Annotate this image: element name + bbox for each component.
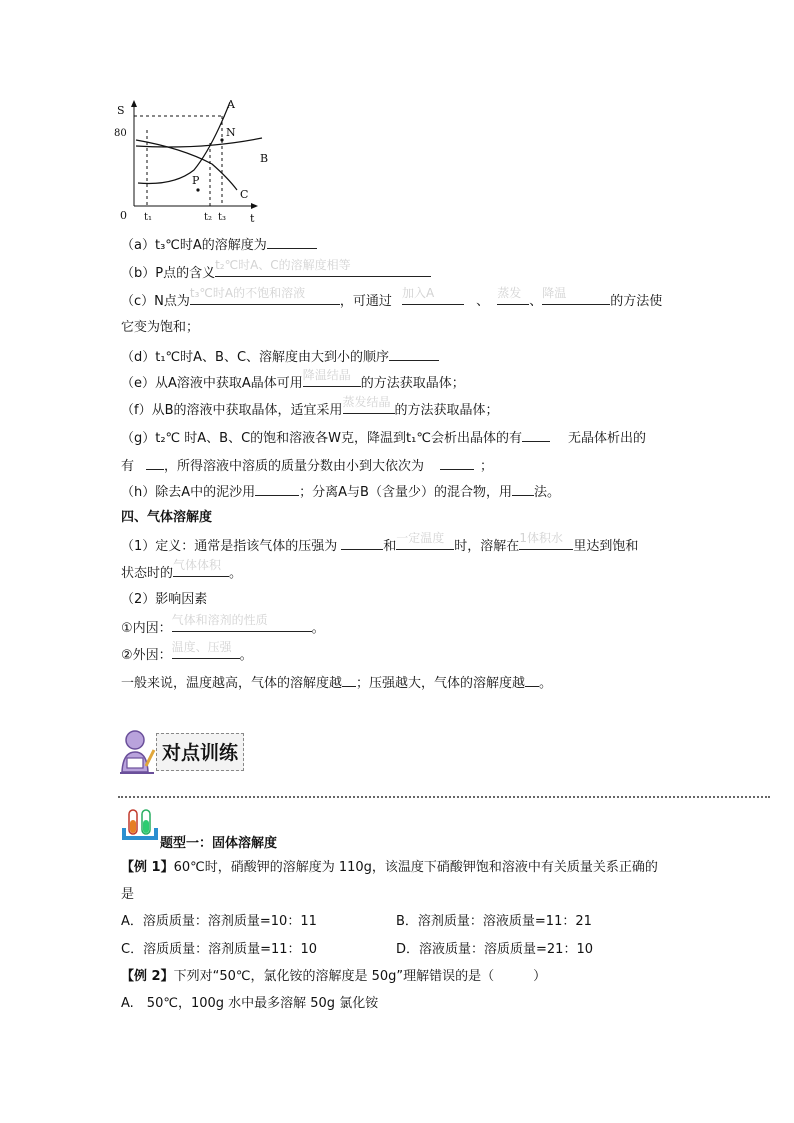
- answer-c3-ghost: 蒸发: [497, 286, 522, 300]
- question-e-suffix: 的方法获取晶体；: [360, 376, 465, 391]
- gas-def-and: 和: [383, 539, 397, 554]
- question-f: [121, 395, 499, 421]
- banner-title: 对点训练: [162, 742, 239, 764]
- answer-blank-pressure-effect[interactable]: [525, 672, 539, 687]
- answer-blank-d[interactable]: [389, 346, 439, 361]
- gas-def-line2: 状态时的: [121, 566, 174, 581]
- answer-blank-e[interactable]: [302, 368, 361, 387]
- question-c-text: （c）N点为: [121, 294, 190, 309]
- gas-definition: [121, 531, 639, 557]
- answer-blank-b[interactable]: [215, 258, 431, 277]
- question-c-sep2: 、: [529, 294, 543, 309]
- answer-c1-ghost: t₃℃时A的不饱和溶液: [189, 286, 306, 300]
- example-1-option-a[interactable]: A．溶质质量：溶剂质量=10：11: [121, 914, 317, 929]
- teacher-icon: [120, 728, 156, 774]
- question-b-text: （b）P点的含义: [121, 266, 216, 281]
- example-1-text: 60℃时，硝酸钾的溶解度为 110g，该温度下硝酸钾饱和溶液中有关质量关系正确的: [173, 860, 658, 875]
- gas-def-end: 。: [229, 566, 243, 581]
- example-2-text: 下列对“50℃，氯化铵的溶解度是 50g”理解错误的是（ ）: [173, 969, 547, 984]
- point-p-label: P: [192, 174, 200, 187]
- question-c-mid: ，可通过: [339, 294, 392, 309]
- example-2-option-a[interactable]: A. 50℃，100g 水中最多溶解 50g 氯化铵: [121, 996, 379, 1011]
- question-c-line2: 它变为饱和；: [121, 320, 200, 335]
- question-f-suffix: 的方法获取晶体；: [394, 403, 499, 418]
- answer-blank-h2[interactable]: [512, 481, 534, 496]
- inner-factor-end: 。: [311, 621, 325, 636]
- question-h-suffix: 法。: [533, 485, 560, 500]
- curve-c-label: C: [240, 188, 249, 201]
- y-tick-80: 80: [114, 128, 127, 139]
- answer-blank-a[interactable]: [267, 234, 317, 249]
- test-tubes-icon: [120, 808, 160, 842]
- example-1-option-b[interactable]: B．溶剂质量：溶液质量=11：21: [396, 914, 592, 929]
- question-g-line2: [121, 455, 493, 477]
- answer-blank-g1[interactable]: [522, 427, 550, 442]
- example-1-option-d[interactable]: D．溶液质量：溶质质量=21：10: [396, 942, 593, 957]
- example-2-label: 【例 2】: [121, 969, 174, 984]
- origin-label: 0: [120, 209, 127, 222]
- answer-c2-ghost: 加入A: [402, 286, 435, 300]
- curve-b-label: B: [260, 152, 269, 165]
- answer-temp-ghost: 一定温度: [396, 531, 445, 545]
- practice-banner: [120, 728, 245, 774]
- x-axis-label: t: [250, 212, 255, 225]
- question-b: [121, 258, 431, 284]
- inner-factor-label: ①内因：: [121, 621, 172, 636]
- answer-blank-volume[interactable]: [519, 531, 573, 550]
- question-c-sep1: 、: [476, 294, 490, 309]
- question-h-mid: ；分离A与B（含量少）的混合物，用: [299, 485, 512, 500]
- question-e-text: （e）从A溶液中获取A晶体可用: [121, 376, 303, 391]
- gas-general-rule: [121, 672, 552, 694]
- answer-blank-g3[interactable]: [440, 455, 474, 470]
- answer-gas-volume-ghost: 气体体积: [173, 558, 222, 572]
- general-rule-1: 一般来说，温度越高，气体的溶解度越: [121, 676, 343, 691]
- t1-label: t₁: [144, 212, 153, 223]
- example-1-line2: 是: [121, 887, 135, 902]
- s-axis-label: S: [117, 104, 125, 117]
- answer-blank-temp-effect[interactable]: [342, 672, 356, 687]
- answer-blank-pressure[interactable]: [341, 535, 383, 550]
- question-g-mid: 无晶体析出的: [567, 431, 646, 446]
- question-d: [121, 346, 439, 368]
- question-a: [121, 234, 317, 256]
- answer-blank-c3[interactable]: [497, 286, 529, 305]
- point-n-label: N: [226, 126, 236, 139]
- curve-b-line: [136, 138, 262, 147]
- question-f-text: （f）从B的溶液中获取晶体，适宜采用: [121, 403, 343, 418]
- question-h: [121, 481, 560, 503]
- example-1-option-c[interactable]: C．溶质质量：溶剂质量=11：10: [121, 942, 318, 957]
- question-g: [121, 427, 646, 449]
- question-g-line2-mid: ，所得溶液中溶质的质量分数由小到大依次为: [164, 459, 425, 474]
- example-1: [121, 858, 658, 878]
- answer-blank-c2[interactable]: [402, 286, 464, 305]
- answer-volume-ghost: 1体积水: [519, 531, 563, 545]
- answer-blank-c1[interactable]: [189, 286, 340, 305]
- gas-def-when: 时，溶解在: [454, 539, 520, 554]
- answer-b-ghost: t₂℃时A、C的溶解度相等: [215, 258, 351, 272]
- answer-blank-gas-volume[interactable]: [173, 558, 229, 577]
- point-p-dot: [196, 188, 199, 191]
- y-axis-arrow: [131, 100, 137, 107]
- answer-blank-outer[interactable]: [171, 640, 240, 659]
- answer-blank-g2[interactable]: [146, 455, 164, 470]
- example-1-label: 【例 1】: [121, 860, 174, 875]
- answer-blank-c4[interactable]: [542, 286, 610, 305]
- gas-inner-factor: [121, 613, 325, 639]
- section-divider: [118, 796, 770, 798]
- answer-blank-temp[interactable]: [396, 531, 454, 550]
- question-e: [121, 368, 465, 394]
- x-axis-arrow: [251, 203, 258, 209]
- question-c-suffix: 的方法使: [610, 294, 663, 309]
- solubility-graph: [112, 98, 282, 228]
- general-rule-2: ；压强越大，气体的溶解度越: [356, 676, 526, 691]
- question-h-text: （h）除去A中的泥沙用: [121, 485, 256, 500]
- general-rule-3: 。: [539, 676, 553, 691]
- answer-inner-ghost: 气体和溶剂的性质: [171, 613, 268, 627]
- gas-def-prefix: （1）定义：通常是指该气体的压强为: [121, 539, 338, 554]
- answer-blank-f[interactable]: [342, 395, 395, 414]
- answer-c4-ghost: 降温: [542, 286, 567, 300]
- question-a-text: （a）t₃℃时A的溶解度为: [121, 238, 267, 253]
- t2-label: t₂: [204, 212, 213, 223]
- question-c: [121, 286, 663, 312]
- answer-blank-h1[interactable]: [255, 481, 299, 496]
- outer-factor-label: ②外因：: [121, 648, 172, 663]
- answer-blank-inner[interactable]: [171, 613, 312, 632]
- section-4-title: 四、气体溶解度: [121, 510, 213, 525]
- answer-outer-ghost: 温度、压强: [171, 640, 232, 654]
- curve-a-label: A: [227, 98, 235, 111]
- question-g-line2-suffix: ；: [480, 459, 494, 474]
- gas-outer-factor: [121, 640, 253, 666]
- point-n-dot: [220, 138, 223, 141]
- answer-e-ghost: 降温结晶: [302, 368, 351, 382]
- question-d-text: （d）t₁℃时A、B、C、溶解度由大到小的顺序: [121, 350, 390, 365]
- gas-def-suffix: 里达到饱和: [573, 539, 639, 554]
- t3-label: t₃: [218, 212, 227, 223]
- question-g-line2-prefix: 有: [121, 459, 135, 474]
- gas-definition-line2: [121, 558, 243, 584]
- topic-1-title: 题型一：固体溶解度: [160, 836, 278, 851]
- question-g-text: （g）t₂℃ 时A、B、C的饱和溶液各W克，降温到t₁℃会析出晶体的有: [121, 431, 522, 446]
- example-2: [121, 967, 546, 987]
- outer-factor-end: 。: [239, 648, 253, 663]
- answer-f-ghost: 蒸发结晶: [342, 395, 391, 409]
- gas-factors: （2）影响因素: [121, 592, 208, 607]
